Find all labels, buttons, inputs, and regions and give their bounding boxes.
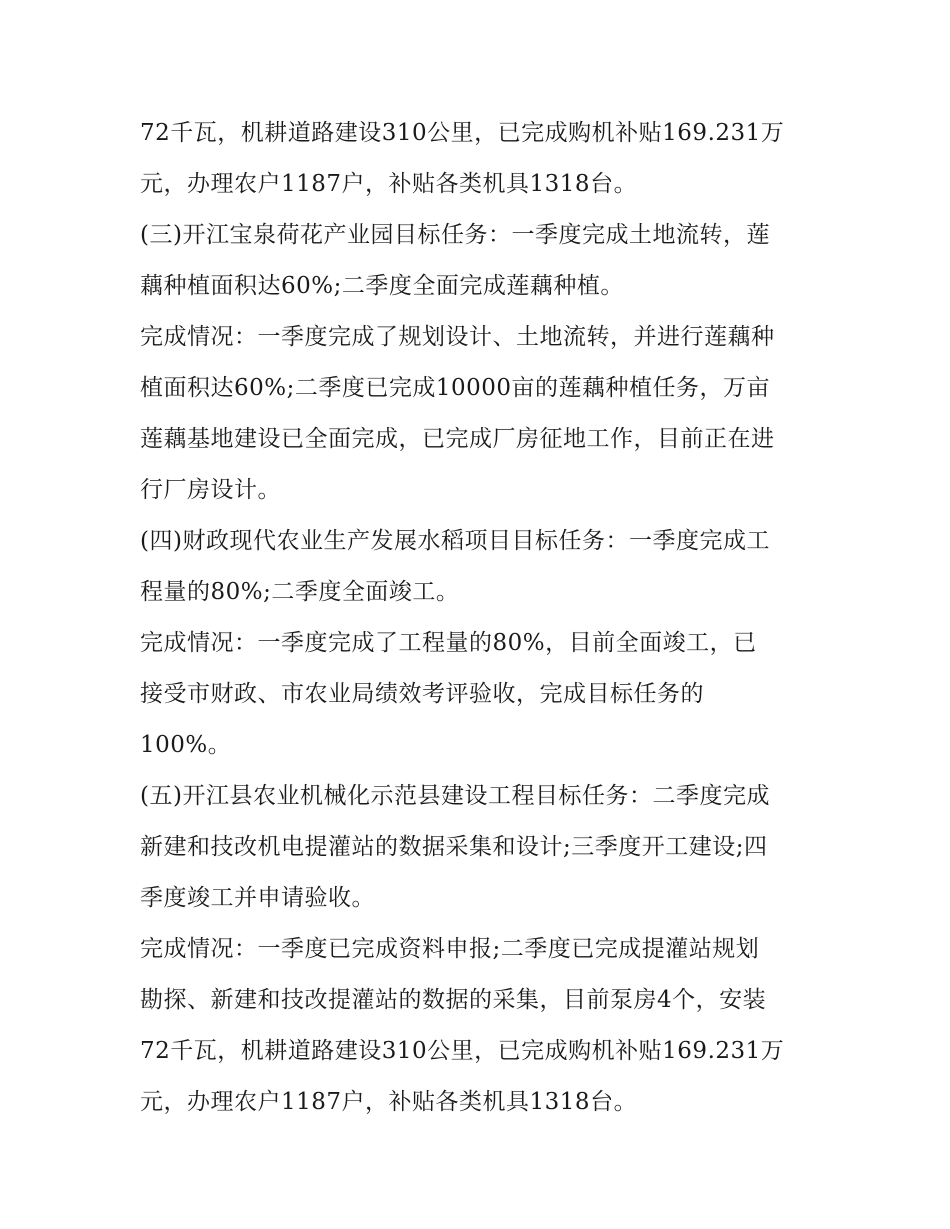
text-line: 莲藕基地建设已全面完成，已完成厂房征地工作，目前正在进	[140, 426, 775, 452]
text-line: (三)开江宝泉荷花产业园目标任务：一季度完成土地流转，莲	[140, 222, 770, 248]
text-line: 接受市财政、市农业局绩效考评验收，完成目标任务的	[140, 681, 704, 707]
text-line: 行厂房设计。	[140, 477, 281, 503]
text-line: 植面积达60%;二季度已完成10000亩的莲藕种植任务，万亩	[140, 375, 771, 401]
text-line: 勘探、新建和技改提灌站的数据的采集，目前泵房4个，安装	[140, 987, 767, 1013]
text-line: 完成情况：一季度完成了工程量的80%，目前全面竣工，已	[140, 630, 757, 656]
text-line: 藕种植面积达60%;二季度全面完成莲藕种植。	[140, 273, 624, 299]
text-line: 完成情况：一季度完成了规划设计、土地流转，并进行莲藕种	[140, 324, 775, 350]
text-line: 新建和技改机电提灌站的数据采集和设计;三季度开工建设;四	[140, 834, 768, 860]
text-line: 程量的80%;二季度全面竣工。	[140, 579, 460, 605]
text-line: 元，办理农户1187户，补贴各类机具1318台。	[140, 171, 638, 197]
text-line: 完成情况：一季度已完成资料申报;二季度已完成提灌站规划	[140, 936, 760, 962]
text-line: 元，办理农户1187户，补贴各类机具1318台。	[140, 1089, 638, 1115]
document-body	[140, 108, 820, 1128]
text-line: 72千瓦，机耕道路建设310公里，已完成购机补贴169.231万	[140, 120, 785, 146]
text-line: 72千瓦，机耕道路建设310公里，已完成购机补贴169.231万	[140, 1038, 785, 1064]
text-line: (四)财政现代农业生产发展水稻项目目标任务：一季度完成工	[140, 528, 770, 554]
text-line: 100%。	[140, 732, 232, 758]
text-line: 季度竣工并申请验收。	[140, 885, 375, 911]
text-line: (五)开江县农业机械化示范县建设工程目标任务：二季度完成	[140, 783, 770, 809]
